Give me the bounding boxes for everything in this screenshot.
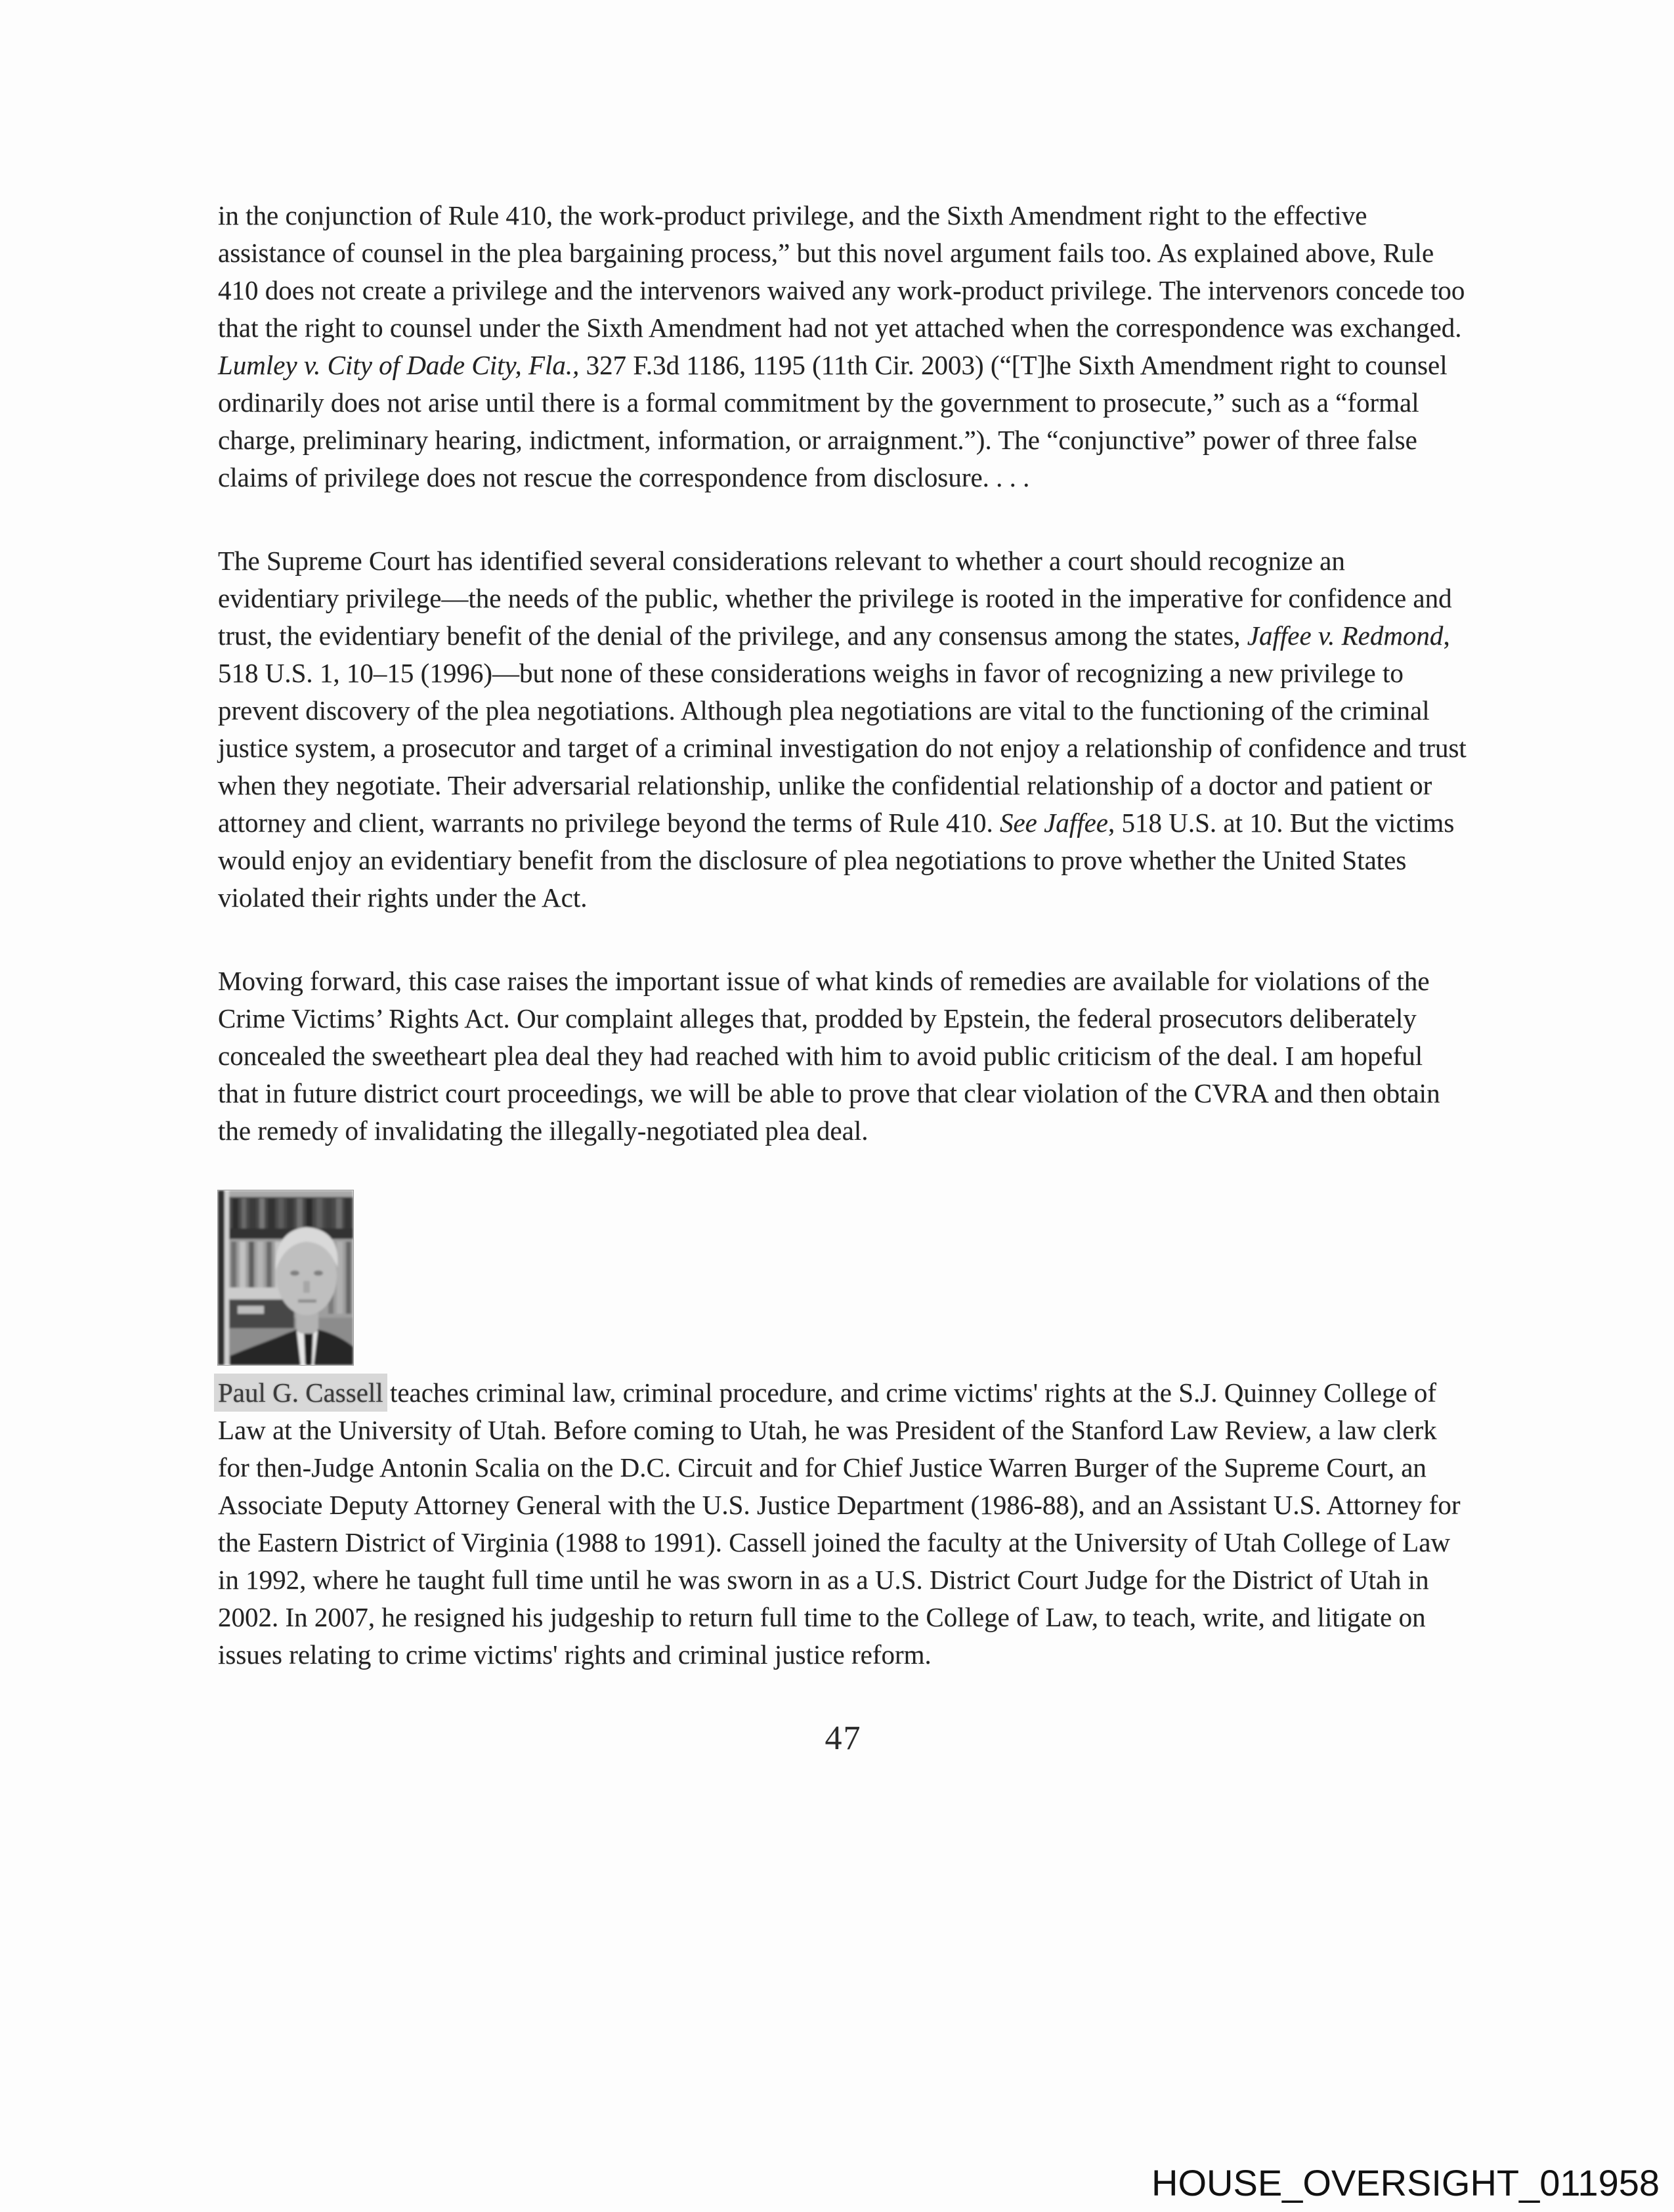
cassell-portrait-photo — [218, 1190, 353, 1365]
bates-stamp: HOUSE_OVERSIGHT_011958 — [1151, 2162, 1660, 2203]
highlighted-name-text: Paul G. Cassell — [218, 1377, 383, 1408]
italic-citation-text: Jaffee v. Redmond — [1247, 620, 1444, 651]
paragraph-rule-410 — [218, 197, 1469, 496]
portrait-photo-graphic — [218, 1190, 353, 1365]
paragraph-supreme-court — [218, 542, 1469, 917]
body-run-text: teaches criminal law, criminal procedure, and crime victims' rights at the S.J. Quinney College of Law at the University of Utah. Before coming to Utah, he was President of the Stanford Law Review, a law clerk for then-Judge Antonin Scalia on the D.C. Circuit and for Chief Justice Warren Burger of the Supreme Court, an Associate Deputy Attorney General with the U.S. Justice Department (1986-88), and an Assistant U.S. Attorney for the Eastern District of Virginia (1988 to 1991). Cassell joined the faculty at the University of Utah College of Law in 1992, where he taught full time until he was sworn in as a U.S. District Court Judge for the District of Utah in 2002. In 2007, he resigned his judgeship to return full time to the College of Law, to teach, write, and litigate on issues relating to crime victims' rights and criminal justice reform. — [218, 1377, 1461, 1670]
body-run-text: Moving forward, this case raises the important issue of what kinds of remedies are available for violations of the Crime Victims’ Rights Act. Our complaint alleges that, prodded by Epstein, the federal prosecutors deliberately concealed the sweetheart plea deal they had reached with him to avoid public criticism of the deal. I am hopeful that in future district court proceedings, we will be able to prove that clear violation of the CVRA and then obtain the remedy of invalidating the illegally-negotiated plea deal. — [218, 966, 1440, 1146]
body-run-text: , 518 U.S. 1, 10–15 (1996)—but none of these considerations weighs in favor of recognizing a new privilege to prevent discovery of the plea negotiations. Although plea negotiations are vital to the functioning of the criminal justice system, a prosecutor and target of a criminal investigation do not enjoy a relationship of confidence and trust when they negotiate. Their adversarial relationship, unlike the confidential relationship of a doctor and patient or attorney and client, warrants no privilege beyond the terms of Rule 410. — [218, 620, 1467, 838]
paragraph-cassell-bio — [218, 1374, 1469, 1674]
body-run-text: 327 F.3d 1186, 1195 (11th Cir. 2003) (“[T]he Sixth Amendment right to counsel ordinarily does not arise until there is a formal commitment by the government to prosecute,” such as a “formal charge, preliminary hearing, indictment, information, or arraignment.”). The “conjunctive” power of three false claims of privilege does not rescue the correspondence from disclosure. . . . — [218, 350, 1448, 492]
paragraph-moving-forward — [218, 963, 1469, 1150]
body-run-text: in the conjunction of Rule 410, the work-product privilege, and the Sixth Amendment right to the effective assistance of counsel in the plea bargaining process,” but this novel argument fails too. As explained above, Rule 410 does not create a privilege and the intervenors waived any work-product privilege. The intervenors concede too that the right to counsel under the Sixth Amendment had not yet attached when the correspondence was exchanged. — [218, 200, 1465, 343]
body-text — [218, 197, 1469, 1757]
italic-citation-text: See Jaffee — [999, 808, 1108, 838]
italic-citation-text: Lumley v. City of Dade City, Fla., — [218, 350, 580, 380]
page-number: 47 — [825, 1720, 862, 1757]
body-run-text: The Supreme Court has identified several considerations relevant to whether a court should recognize an evidentiary privilege—the needs of the public, whether the privilege is rooted in the imperative for confidence and trust, the evidentiary benefit of the denial of the privilege, and any consensus among the states, — [218, 546, 1452, 651]
body-run-text: , 518 U.S. at 10. But the victims would enjoy an evidentiary benefit from the disclosure of plea negotiations to prove whether the United States violated their rights under the Act. — [218, 808, 1455, 913]
